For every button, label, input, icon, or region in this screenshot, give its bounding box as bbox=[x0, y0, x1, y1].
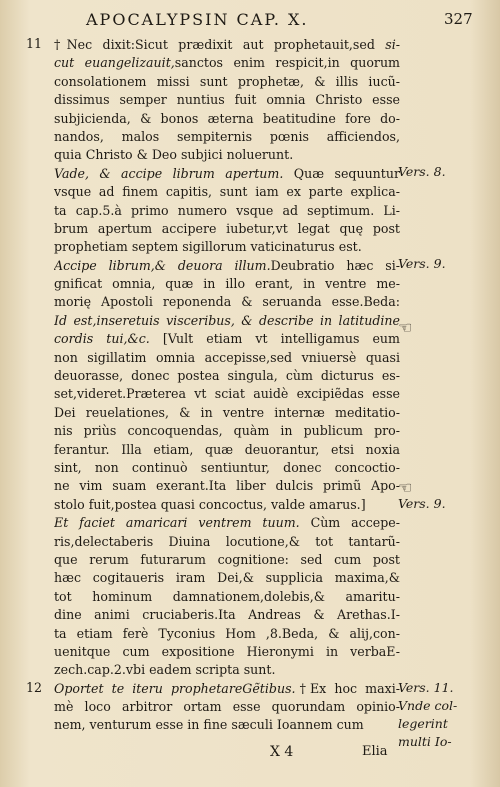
text-line bbox=[54, 459, 400, 477]
italic-run: cut euangelizauit, bbox=[54, 55, 175, 71]
text-line bbox=[54, 73, 400, 91]
text-line bbox=[54, 588, 400, 606]
text-run: hæc cogitaueris iram Dei,& supplicia maxima,& bbox=[54, 570, 400, 586]
text-line bbox=[54, 330, 400, 348]
text-run: Quæ sequuntur bbox=[283, 165, 400, 181]
text-run: uenitque cum expositione Hieronymi in verbaE- bbox=[54, 643, 400, 659]
text-run: tot hominum damnationem,dolebis,& amaritu- bbox=[54, 588, 400, 604]
text-run: †Ex hoc maxi- bbox=[295, 680, 400, 696]
italic-run: si- bbox=[385, 37, 400, 52]
text-run: Dei reuelationes, & in ventre internæ meditatio- bbox=[54, 404, 400, 420]
text-line bbox=[54, 385, 400, 403]
text-line bbox=[54, 680, 400, 698]
text-line bbox=[54, 367, 400, 385]
text-line bbox=[54, 441, 400, 459]
text-run: morię Apostoli reponenda & seruanda esse.Beda: bbox=[54, 294, 400, 310]
page-header bbox=[0, 10, 500, 34]
text-run: non sigillatim omnia accepisse,sed vniuersè quasi bbox=[54, 349, 400, 365]
text-line bbox=[54, 698, 400, 716]
text-line bbox=[54, 422, 400, 440]
text-line bbox=[54, 625, 400, 643]
verse-number-11: 11 bbox=[26, 36, 43, 51]
text-run: consolationem missi sunt prophetæ, & illis iucũ- bbox=[54, 73, 400, 89]
text-line bbox=[54, 496, 400, 514]
text-run: dine animi cruciaberis.Ita Andreas & Arethas.I- bbox=[54, 607, 400, 623]
text-run: deuorasse, donec postea singula, cùm dicturus es- bbox=[54, 368, 400, 384]
text-run: set,videret.Præterea vt sciat auidè excipiẽdas esse bbox=[54, 386, 400, 402]
text-line bbox=[54, 349, 400, 367]
italic-run: Et faciet amaricari ventrem tuum. bbox=[54, 515, 300, 531]
text-run: ferantur. Illa etiam, quæ deuorantur, etsi noxia bbox=[54, 441, 400, 457]
text-run: nis priùs concoquendas, quàm in publicum pro- bbox=[54, 423, 400, 439]
text-line bbox=[54, 312, 400, 330]
italic-run: Oportet te iteru prophetareGẽtibus. bbox=[54, 680, 296, 696]
manicule-icon: ☜ bbox=[398, 478, 413, 497]
text-line bbox=[54, 146, 400, 164]
signature-mark: X 4 bbox=[270, 744, 294, 760]
text-line bbox=[54, 716, 400, 734]
margin-note-line-3: multi Io- bbox=[398, 734, 452, 749]
margin-note-line-2: legerint bbox=[398, 716, 448, 731]
text-line bbox=[54, 643, 400, 661]
text-line bbox=[54, 165, 400, 183]
text-run: sint, non continuò sentiuntur, donec concoctio- bbox=[54, 459, 400, 475]
margin-vers-8: Vers. 8. bbox=[398, 164, 446, 179]
text-line bbox=[54, 514, 400, 532]
text-run: ne vim suam exerant.Ita liber dulcis primũ Apo- bbox=[54, 478, 400, 494]
text-run: [Vult etiam vt intelligamus eum bbox=[149, 331, 400, 347]
manicule-icon: ☜ bbox=[398, 318, 413, 337]
page-number: 327 bbox=[444, 10, 473, 28]
text-run: dissimus semper nuntius fuit omnia Christo esse bbox=[54, 92, 400, 108]
text-run: Cùm accepe- bbox=[299, 515, 400, 531]
text-line bbox=[54, 606, 400, 624]
commentary-text bbox=[54, 36, 400, 735]
margin-vers-11: Vers. 11. bbox=[398, 680, 454, 695]
text-run: mè loco arbitror ortam esse quorundam opinio- bbox=[54, 699, 400, 715]
running-title: APOCALYPSIN CAP. X. bbox=[86, 10, 309, 29]
text-line bbox=[54, 569, 400, 587]
text-run: gnificat omnia, quæ in illo erant, in ventre me- bbox=[54, 276, 400, 292]
text-line bbox=[54, 404, 400, 422]
text-line bbox=[54, 91, 400, 109]
text-run: quia Christo & Deo subjici noluerunt. bbox=[54, 147, 294, 163]
text-run: nandos, malos sempiternis pœnis afficiendos, bbox=[54, 128, 400, 144]
verse-number-12: 12 bbox=[26, 680, 43, 695]
text-line bbox=[54, 275, 400, 293]
italic-run: Vade, & accipe librum apertum. bbox=[54, 165, 284, 181]
text-line bbox=[54, 551, 400, 569]
margin-note-line-1: Vnde col- bbox=[398, 698, 458, 713]
text-line bbox=[54, 110, 400, 128]
text-line bbox=[54, 661, 400, 679]
text-line bbox=[54, 220, 400, 238]
text-line bbox=[54, 533, 400, 551]
text-run: sanctos enim respicit,in quorum bbox=[174, 55, 400, 71]
margin-vers-9: Vers. 9. bbox=[398, 256, 446, 271]
text-line bbox=[54, 54, 400, 72]
text-run: Deubratio hæc si- bbox=[270, 257, 400, 273]
text-run: ta cap.5.à primo numero vsque ad septimum. Li- bbox=[54, 202, 400, 218]
text-line bbox=[54, 477, 400, 495]
text-run: vsque ad finem capitis, sunt iam ex parte explica- bbox=[54, 184, 400, 200]
text-run: que rerum futurarum cognitione: sed cum post bbox=[54, 551, 400, 567]
text-line bbox=[54, 202, 400, 220]
text-line bbox=[54, 257, 400, 275]
text-line bbox=[54, 293, 400, 311]
text-run: †Nec dixit:Sicut prædixit aut prophetauit,sed bbox=[54, 37, 386, 52]
italic-run: Id est,inseretuis visceribus, & describe in latitudine bbox=[54, 312, 400, 328]
text-run: ris,delectaberis Diuina locutione,& tot tantarũ- bbox=[54, 533, 400, 549]
text-run: stolo fuit,postea quasi concoctus, valde amarus.] bbox=[54, 496, 366, 512]
catchword: Elia bbox=[362, 744, 388, 759]
text-run: subjicienda, & bonos æterna beatitudine fore do- bbox=[54, 110, 400, 126]
text-line bbox=[54, 128, 400, 146]
text-line bbox=[54, 36, 400, 54]
text-run: ta etiam ferè Tyconius Hom ,8.Beda, & alij,con- bbox=[54, 625, 400, 641]
text-line bbox=[54, 183, 400, 201]
text-run: prophetiam septem sigillorum vaticinaturus est. bbox=[54, 239, 362, 255]
text-run: brum apertum accipere iubetur,vt legat quę post bbox=[54, 220, 400, 236]
page-footer bbox=[0, 744, 500, 764]
italic-run: cordis tui,&c. bbox=[54, 331, 150, 347]
text-run: nem, venturum esse in fine sæculi Ioannem cum bbox=[54, 717, 364, 733]
italic-run: Accipe librum,& deuora illum. bbox=[54, 257, 271, 273]
text-line bbox=[54, 238, 400, 256]
text-run: zech.cap.2.vbi eadem scripta sunt. bbox=[54, 662, 276, 678]
margin-vers-9-second: Vers. 9. bbox=[398, 496, 446, 511]
